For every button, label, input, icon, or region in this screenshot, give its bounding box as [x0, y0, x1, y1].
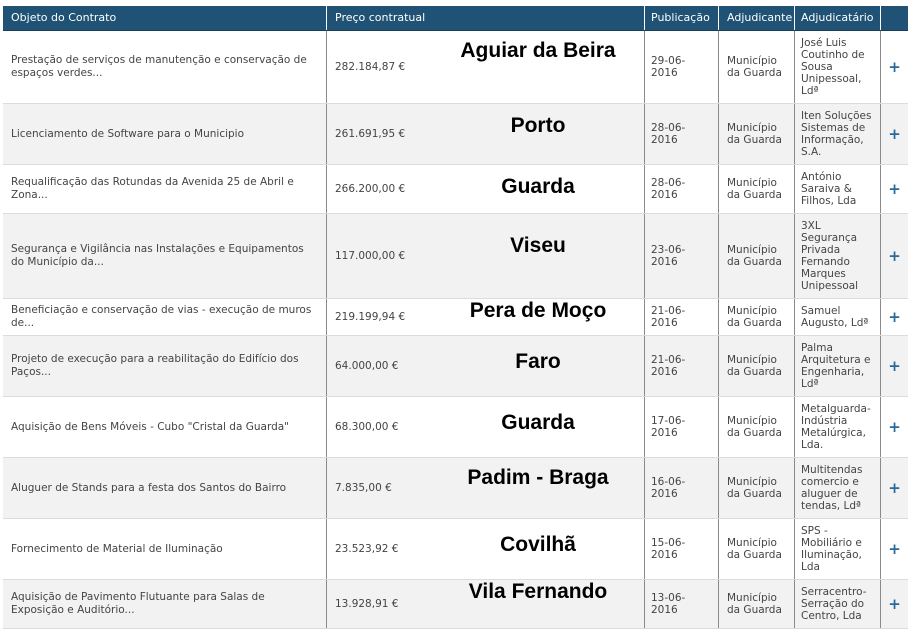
- contracts-table: [3, 6, 908, 629]
- location-overlay: Guarda: [501, 175, 575, 198]
- adjudicatario-text: Serracentro- Serração do Centro, Lda: [801, 586, 867, 622]
- expand-row-button[interactable]: +: [888, 180, 901, 198]
- cell-adjudicatario: [795, 299, 881, 335]
- adjudicatario-text: José Luis Coutinho de Sousa Unipessoal, Ldª: [801, 37, 865, 97]
- cell-expand: [881, 458, 908, 518]
- expand-row-button[interactable]: +: [888, 58, 901, 76]
- data-text: 21-06-2016: [651, 305, 686, 329]
- adjudicante-text: Município da Guarda: [727, 415, 782, 439]
- cell-adjudicante: [719, 214, 795, 298]
- location-overlay: Covilhã: [500, 533, 576, 556]
- preco-text: 23.523,92 €: [335, 543, 399, 555]
- preco-text: 261.691,95 €: [335, 128, 406, 140]
- adjudicatario-text: António Saraiva & Filhos, Lda: [801, 171, 857, 207]
- cell-adjudicatario: [795, 458, 881, 518]
- cell-expand: [881, 31, 908, 103]
- adjudicante-text: Município da Guarda: [727, 244, 782, 268]
- cell-publicacao: [645, 519, 719, 579]
- cell-publicacao: [645, 580, 719, 628]
- adjudicante-text: Município da Guarda: [727, 305, 782, 329]
- cell-adjudicatario: [795, 165, 881, 213]
- cell-expand: [881, 165, 908, 213]
- preco-text: 13.928,91 €: [335, 598, 399, 610]
- cell-adjudicatario: [795, 397, 881, 457]
- cell-publicacao: [645, 214, 719, 298]
- data-text: 21-06-2016: [651, 354, 686, 378]
- location-overlay: Guarda: [501, 411, 575, 434]
- cell-adjudicatario: [795, 519, 881, 579]
- cell-adjudicatario: [795, 336, 881, 396]
- adjudicante-text: Município da Guarda: [727, 592, 782, 616]
- cell-adjudicante: [719, 580, 795, 628]
- cell-preco: [327, 214, 645, 298]
- cell-preco: [327, 336, 645, 396]
- adjudicante-text: Município da Guarda: [727, 177, 782, 201]
- cell-adjudicatario: [795, 580, 881, 628]
- objeto-text: Fornecimento de Material de Iluminação: [11, 542, 223, 555]
- preco-text: 219.199,94 €: [335, 311, 406, 323]
- cell-expand: [881, 214, 908, 298]
- expand-row-button[interactable]: +: [888, 357, 901, 375]
- table-row[interactable]: [3, 458, 908, 519]
- table-row[interactable]: [3, 519, 908, 580]
- cell-preco: [327, 31, 645, 103]
- location-overlay: Aguiar da Beira: [460, 39, 616, 62]
- preco-text: 266.200,00 €: [335, 183, 406, 195]
- location-overlay: Pera de Moço: [469, 299, 607, 322]
- cell-preco: [327, 299, 645, 335]
- data-text: 23-06-2016: [651, 244, 686, 268]
- objeto-text: Licenciamento de Software para o Municipio: [11, 127, 245, 140]
- location-overlay: Vila Fernando: [468, 580, 608, 603]
- cell-preco: [327, 397, 645, 457]
- cell-publicacao: [645, 165, 719, 213]
- header-expand: [881, 6, 908, 30]
- table-row[interactable]: [3, 31, 908, 104]
- cell-publicacao: [645, 104, 719, 164]
- header-objeto[interactable]: Objeto do Contrato: [3, 6, 327, 30]
- cell-expand: [881, 519, 908, 579]
- table-row[interactable]: [3, 165, 908, 214]
- cell-objeto: [3, 519, 327, 579]
- cell-objeto: [3, 299, 327, 335]
- adjudicante-text: Município da Guarda: [727, 122, 782, 146]
- cell-publicacao: [645, 336, 719, 396]
- cell-objeto: [3, 214, 327, 298]
- cell-adjudicante: [719, 165, 795, 213]
- header-adjudicante[interactable]: Adjudicante: [719, 6, 795, 30]
- table-body: [3, 31, 908, 629]
- objeto-text: Segurança e Vigilância nas Instalações e Equipamentos do Município da...: [11, 243, 304, 268]
- preco-text: 282.184,87 €: [335, 61, 406, 73]
- adjudicante-text: Município da Guarda: [727, 354, 782, 378]
- expand-row-button[interactable]: +: [888, 308, 901, 326]
- adjudicatario-text: Samuel Augusto, Ldª: [801, 305, 869, 329]
- cell-preco: [327, 519, 645, 579]
- adjudicatario-text: 3XL Segurança Privada Fernando Marques Unipessoal: [801, 220, 859, 292]
- cell-publicacao: [645, 397, 719, 457]
- location-overlay: Porto: [510, 114, 566, 137]
- adjudicatario-text: SPS - Mobiliário e Iluminação, Lda: [801, 525, 862, 573]
- cell-expand: [881, 104, 908, 164]
- cell-preco: [327, 580, 645, 628]
- cell-expand: [881, 580, 908, 628]
- table-row[interactable]: [3, 104, 908, 165]
- data-text: 17-06-2016: [651, 415, 686, 439]
- cell-objeto: [3, 397, 327, 457]
- cell-preco: [327, 165, 645, 213]
- adjudicatario-text: Multitendas comercio e aluguer de tendas, Ldª: [801, 464, 863, 512]
- expand-row-button[interactable]: +: [888, 540, 901, 558]
- data-text: 28-06-2016: [651, 177, 686, 201]
- preco-text: 68.300,00 €: [335, 421, 399, 433]
- header-preco[interactable]: Preço contratual: [327, 6, 645, 30]
- expand-row-button[interactable]: +: [888, 479, 901, 497]
- objeto-text: Projeto de execução para a reabilitação do Edifício dos Paços...: [11, 353, 299, 378]
- expand-row-button[interactable]: +: [888, 125, 901, 143]
- cell-expand: [881, 299, 908, 335]
- cell-adjudicante: [719, 336, 795, 396]
- adjudicatario-text: Iten Soluções Sistemas de Informação, S.A.: [801, 110, 872, 158]
- expand-row-button[interactable]: +: [888, 595, 901, 613]
- objeto-text: Aluguer de Stands para a festa dos Santos do Bairro: [11, 481, 287, 494]
- data-text: 13-06-2016: [651, 592, 686, 616]
- table-row[interactable]: [3, 580, 908, 629]
- location-overlay: Viseu: [510, 234, 566, 257]
- cell-adjudicante: [719, 458, 795, 518]
- objeto-text: Prestação de serviços de manutenção e conservação de espaços verdes...: [11, 54, 307, 79]
- table-row[interactable]: [3, 336, 908, 397]
- cell-objeto: [3, 336, 327, 396]
- objeto-text: Aquisição de Pavimento Flutuante para Salas de Exposição e Auditório...: [11, 591, 265, 616]
- expand-row-button[interactable]: +: [888, 247, 901, 265]
- cell-objeto: [3, 580, 327, 628]
- cell-publicacao: [645, 458, 719, 518]
- objeto-text: Requalificação das Rotundas da Avenida 25 de Abril e Zona...: [11, 176, 294, 201]
- table-row[interactable]: [3, 299, 908, 336]
- data-text: 28-06-2016: [651, 122, 686, 146]
- table-row[interactable]: [3, 214, 908, 299]
- location-overlay: Padim - Braga: [467, 466, 609, 489]
- data-text: 16-06-2016: [651, 476, 686, 500]
- cell-expand: [881, 397, 908, 457]
- adjudicatario-text: Palma Arquitetura e Engenharia, Ldª: [801, 342, 871, 390]
- cell-objeto: [3, 104, 327, 164]
- table-row[interactable]: [3, 397, 908, 458]
- preco-text: 117.000,00 €: [335, 250, 406, 262]
- cell-publicacao: [645, 299, 719, 335]
- adjudicante-text: Município da Guarda: [727, 537, 782, 561]
- cell-preco: [327, 104, 645, 164]
- cell-adjudicante: [719, 104, 795, 164]
- data-text: 15-06-2016: [651, 537, 686, 561]
- preco-text: 7.835,00 €: [335, 482, 392, 494]
- objeto-text: Aquisição de Bens Móveis - Cubo "Cristal da Guarda": [11, 420, 289, 433]
- header-publicacao[interactable]: Publicação: [645, 6, 719, 30]
- cell-publicacao: [645, 31, 719, 103]
- expand-row-button[interactable]: +: [888, 418, 901, 436]
- cell-adjudicante: [719, 31, 795, 103]
- cell-objeto: [3, 165, 327, 213]
- cell-objeto: [3, 31, 327, 103]
- location-overlay: Faro: [515, 350, 561, 373]
- cell-adjudicatario: [795, 104, 881, 164]
- cell-adjudicante: [719, 299, 795, 335]
- adjudicante-text: Município da Guarda: [727, 55, 782, 79]
- cell-objeto: [3, 458, 327, 518]
- table-header: [3, 6, 908, 31]
- cell-adjudicante: [719, 397, 795, 457]
- cell-adjudicante: [719, 519, 795, 579]
- preco-text: 64.000,00 €: [335, 360, 399, 372]
- cell-preco: [327, 458, 645, 518]
- header-adjudicatario[interactable]: Adjudicatário: [795, 6, 881, 30]
- adjudicatario-text: Metalguarda- Indústria Metalúrgica, Lda.: [801, 403, 871, 451]
- cell-adjudicatario: [795, 31, 881, 103]
- objeto-text: Beneficiação e conservação de vias - execução de muros de...: [11, 304, 312, 329]
- data-text: 29-06-2016: [651, 55, 686, 79]
- cell-adjudicatario: [795, 214, 881, 298]
- cell-expand: [881, 336, 908, 396]
- adjudicante-text: Município da Guarda: [727, 476, 782, 500]
